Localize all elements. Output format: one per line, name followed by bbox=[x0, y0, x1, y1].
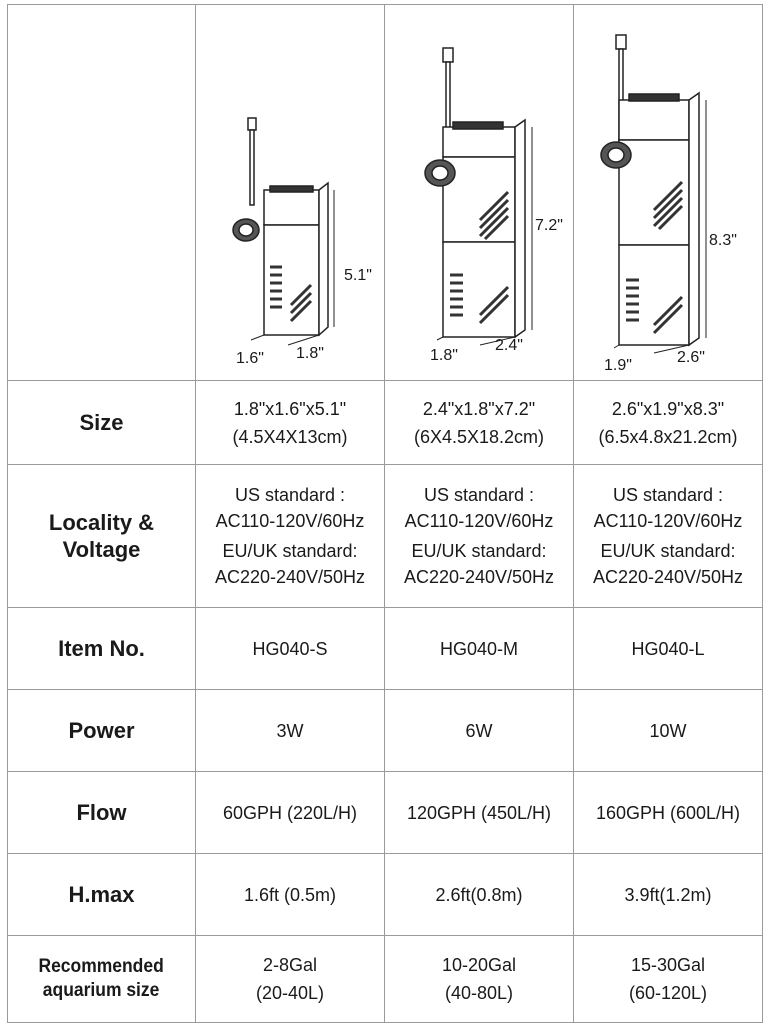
spec-table bbox=[7, 4, 763, 1023]
aquarium-l-small: (20-40L) bbox=[255, 983, 325, 1003]
recommended-label-line1: Recommended bbox=[38, 956, 165, 977]
hmax-large: 3.9ft(1.2m) bbox=[574, 854, 763, 936]
hmax-label: H.max bbox=[8, 854, 196, 936]
voltage-cell-large bbox=[574, 465, 763, 608]
locality-label-line1: Locality & bbox=[48, 510, 155, 535]
flow-label: Flow bbox=[8, 772, 196, 854]
power-row bbox=[8, 690, 763, 772]
size-cm-large: (6.5x4.8x21.2cm) bbox=[598, 426, 738, 447]
eu-voltage-large: AC220-240V/50Hz bbox=[592, 567, 744, 587]
flow-small: 60GPH (220L/H) bbox=[196, 772, 385, 854]
dim-width-large: 2.6" bbox=[677, 349, 705, 366]
image-row bbox=[8, 5, 763, 381]
dim-height-small: 5.1" bbox=[344, 267, 372, 284]
item-no-medium: HG040-M bbox=[385, 608, 574, 690]
filter-image-medium bbox=[385, 5, 574, 381]
item-no-small: HG040-S bbox=[196, 608, 385, 690]
filter-large-drawing bbox=[574, 5, 763, 380]
recommended-label bbox=[8, 936, 196, 1023]
aquarium-l-large: (60-120L) bbox=[628, 983, 708, 1003]
eu-label-medium: EU/UK standard: bbox=[411, 541, 547, 561]
flow-row bbox=[8, 772, 763, 854]
us-label-medium: US standard : bbox=[423, 485, 535, 505]
us-voltage-large: AC110-120V/60Hz bbox=[593, 511, 743, 531]
aquarium-large bbox=[574, 936, 763, 1023]
item-no-large: HG040-L bbox=[574, 608, 763, 690]
eu-voltage-small: AC220-240V/50Hz bbox=[214, 567, 366, 587]
aquarium-medium bbox=[385, 936, 574, 1023]
dim-depth-medium: 1.8" bbox=[430, 347, 458, 364]
flow-medium: 120GPH (450L/H) bbox=[385, 772, 574, 854]
filter-image-small bbox=[196, 5, 385, 381]
us-voltage-medium: AC110-120V/60Hz bbox=[404, 511, 554, 531]
dim-height-large: 8.3" bbox=[709, 232, 737, 249]
eu-voltage-medium: AC220-240V/50Hz bbox=[403, 567, 555, 587]
empty-corner-cell bbox=[8, 5, 196, 381]
hmax-medium: 2.6ft(0.8m) bbox=[385, 854, 574, 936]
filter-small-drawing bbox=[196, 5, 385, 380]
aquarium-small bbox=[196, 936, 385, 1023]
filter-image-large bbox=[574, 5, 763, 381]
power-small: 3W bbox=[196, 690, 385, 772]
flow-large: 160GPH (600L/H) bbox=[574, 772, 763, 854]
size-in-large: 2.6"x1.9"x8.3" bbox=[611, 398, 725, 419]
size-in-small: 1.8"x1.6"x5.1" bbox=[233, 398, 347, 419]
voltage-cell-small bbox=[196, 465, 385, 608]
aquarium-gal-small: 2-8Gal bbox=[262, 955, 318, 975]
us-label-small: US standard : bbox=[234, 485, 346, 505]
power-large: 10W bbox=[574, 690, 763, 772]
size-in-medium: 2.4"x1.8"x7.2" bbox=[422, 398, 536, 419]
aquarium-l-medium: (40-80L) bbox=[444, 983, 514, 1003]
power-medium: 6W bbox=[385, 690, 574, 772]
dim-height-medium: 7.2" bbox=[535, 217, 563, 234]
dim-width-small: 1.8" bbox=[296, 345, 324, 362]
size-cm-medium: (6X4.5X18.2cm) bbox=[413, 426, 545, 447]
aquarium-gal-medium: 10-20Gal bbox=[441, 955, 517, 975]
size-cm-small: (4.5X4X13cm) bbox=[232, 426, 348, 447]
aquarium-row bbox=[8, 936, 763, 1023]
power-label: Power bbox=[8, 690, 196, 772]
size-row bbox=[8, 381, 763, 465]
hmax-small: 1.6ft (0.5m) bbox=[196, 854, 385, 936]
eu-label-small: EU/UK standard: bbox=[222, 541, 358, 561]
size-cell-large bbox=[574, 381, 763, 465]
recommended-label-line2: aquarium size bbox=[43, 980, 160, 1001]
voltage-cell-medium bbox=[385, 465, 574, 608]
eu-label-large: EU/UK standard: bbox=[600, 541, 736, 561]
item-no-row bbox=[8, 608, 763, 690]
dim-depth-small: 1.6" bbox=[236, 350, 264, 367]
aquarium-gal-large: 15-30Gal bbox=[630, 955, 706, 975]
dim-width-medium: 2.4" bbox=[495, 337, 523, 354]
item-no-label: Item No. bbox=[8, 608, 196, 690]
voltage-row bbox=[8, 465, 763, 608]
locality-label-line2: Voltage bbox=[62, 537, 141, 562]
size-cell-medium bbox=[385, 381, 574, 465]
size-cell-small bbox=[196, 381, 385, 465]
locality-voltage-label bbox=[8, 465, 196, 608]
dim-depth-large: 1.9" bbox=[604, 357, 632, 374]
hmax-row bbox=[8, 854, 763, 936]
filter-medium-drawing bbox=[385, 5, 574, 380]
us-label-large: US standard : bbox=[612, 485, 724, 505]
size-label: Size bbox=[8, 381, 196, 465]
us-voltage-small: AC110-120V/60Hz bbox=[215, 511, 365, 531]
